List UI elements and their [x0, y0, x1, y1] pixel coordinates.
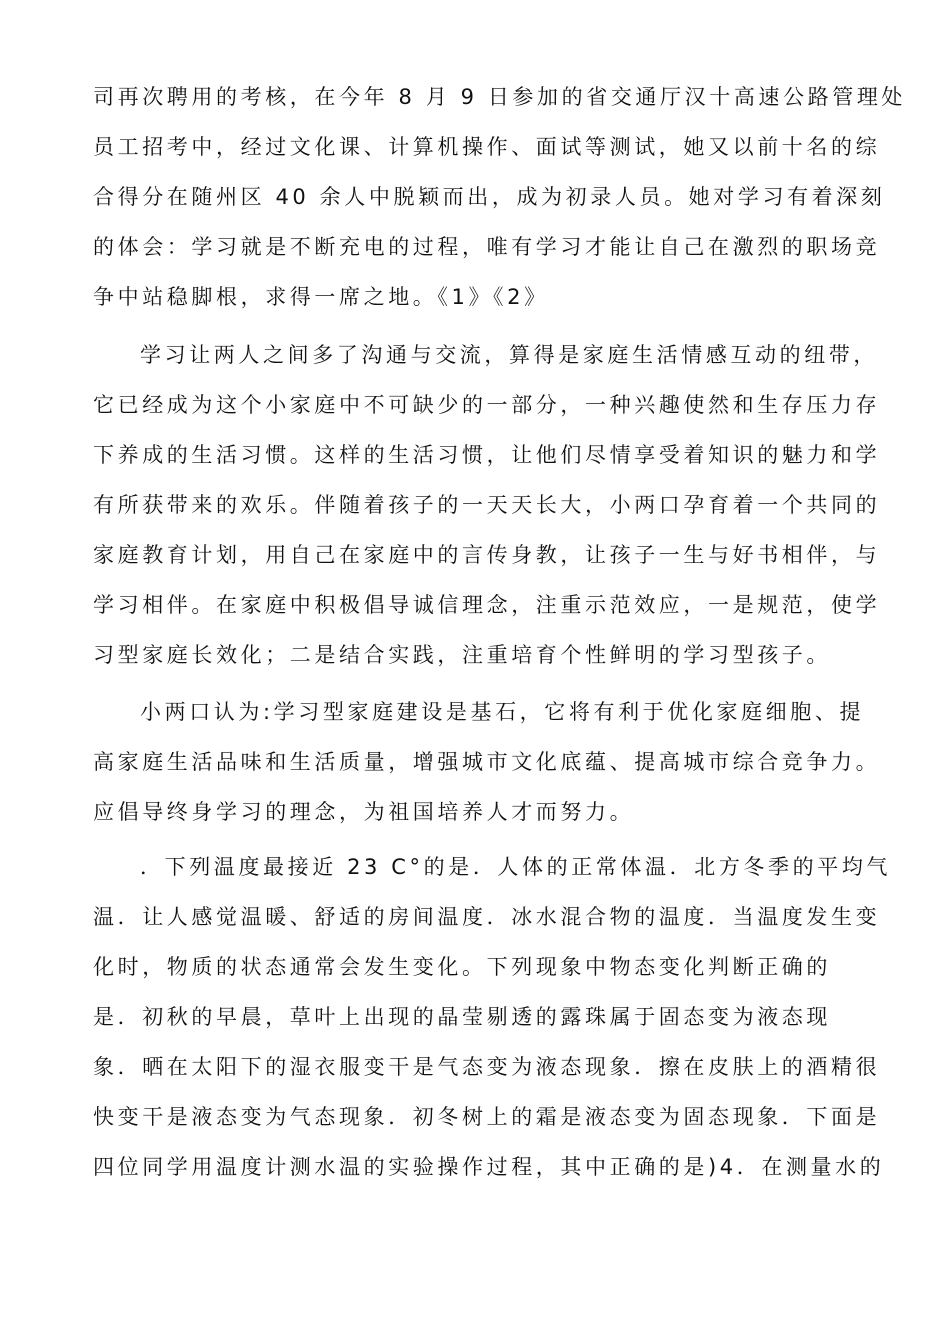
text-line: 高家庭生活品味和生活质量，增强城市文化底蕴、提高城市综合竞争力。: [93, 750, 881, 774]
text-line: 有所获带来的欢乐。伴随着孩子的一天天长大，小两口孕育着一个共同的: [93, 493, 881, 517]
text-line: 是．初秋的早晨，草叶上出现的晶莹剔透的露珠属于固态变为液态现: [93, 1005, 831, 1029]
text-line: 象．晒在太阳下的湿衣服变干是气态变为液态现象．擦在皮肤上的酒精很: [93, 1055, 881, 1079]
text-line: 合得分在随州区 40 余人中脱颖而出，成为初录人员。她对学习有着深刻: [93, 185, 886, 209]
text-line: 下养成的生活习惯。这样的生活习惯，让他们尽情享受着知识的魅力和学: [93, 443, 881, 467]
text-line: 学习让两人之间多了沟通与交流，算得是家庭生活情感互动的纽带，: [140, 343, 878, 367]
text-line: 学习相伴。在家庭中积极倡导诚信理念，注重示范效应，一是规范，使学: [93, 593, 881, 617]
text-line: 化时，物质的状态通常会发生变化。下列现象中物态变化判断正确的: [93, 955, 831, 979]
text-line: 应倡导终身学习的理念，为祖国培养人才而努力。: [93, 800, 635, 824]
text-line: 温．让人感觉温暖、舒适的房间温度．冰水混合物的温度．当温度发生变: [93, 905, 881, 929]
text-line: 争中站稳脚根，求得一席之地。《1》《2》: [93, 285, 549, 309]
text-line: 四位同学用温度计测水温的实验操作过程，其中正确的是)4．在测量水的: [93, 1155, 885, 1179]
text-line: 的体会：学习就是不断充电的过程，唯有学习才能让自己在激烈的职场竞: [93, 235, 881, 259]
text-line: 司再次聘用的考核，在今年 8 月 9 日参加的省交通厅汉十高速公路管理处: [93, 85, 907, 109]
text-line: 员工招考中，经过文化课、计算机操作、面试等测试，她又以前十名的综: [93, 135, 881, 159]
text-line: 它已经成为这个小家庭中不可缺少的一部分，一种兴趣使然和生存压力存: [93, 393, 881, 417]
text-line: 小两口认为:学习型家庭建设是基石，它将有利于优化家庭细胞、提: [140, 700, 865, 724]
text-line: 快变干是液态变为气态现象．初冬树上的霜是液态变为固态现象．下面是: [93, 1105, 881, 1129]
text-line: 习型家庭长效化；二是结合实践，注重培育个性鲜明的学习型孩子。: [93, 643, 831, 667]
text-line: 家庭教育计划，用自己在家庭中的言传身教，让孩子一生与好书相伴，与: [93, 543, 881, 567]
text-line: ．下列温度最接近 23 C°的是．人体的正常体温．北方冬季的平均气: [140, 855, 892, 879]
